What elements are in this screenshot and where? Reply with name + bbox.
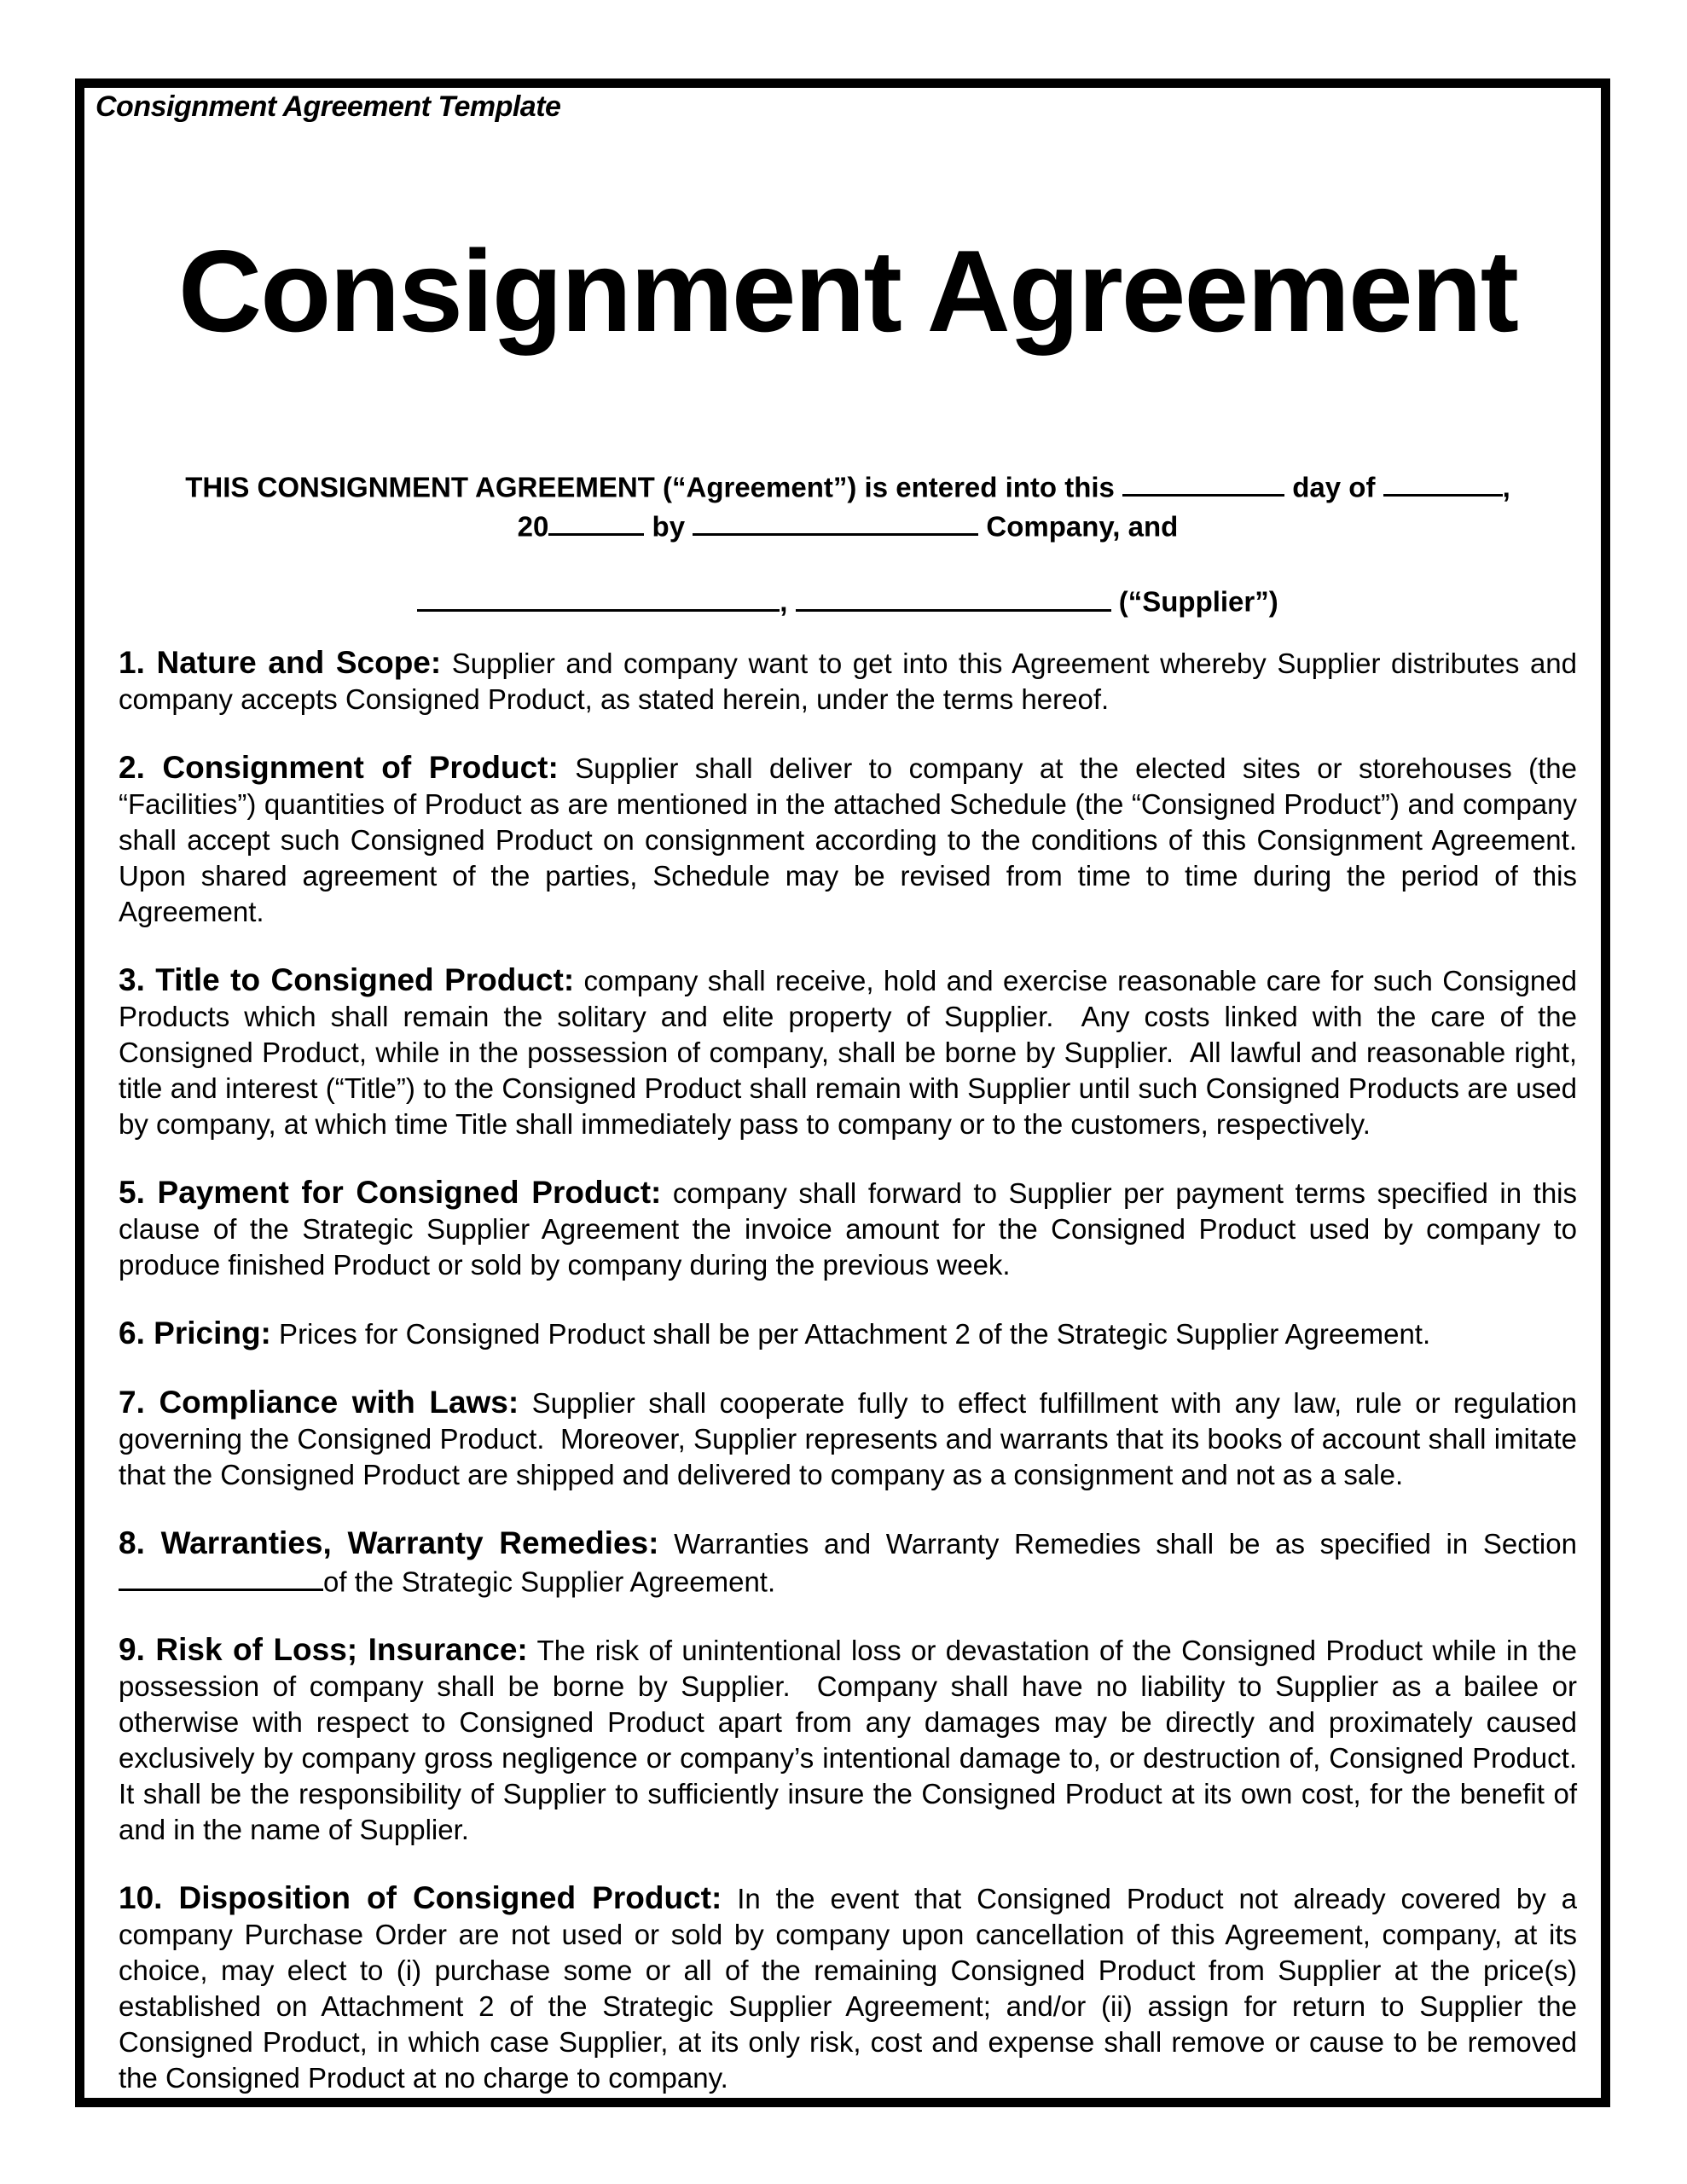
section-7-compliance-with-laws xyxy=(119,1384,1586,1493)
section-body: Prices for Consigned Product shall be per Attachment 2 of the Strategic Supplier Agreement. xyxy=(270,1317,1431,1350)
blank-supplier-address-field xyxy=(796,582,1111,611)
section-3-title-to-consigned-product xyxy=(119,961,1586,1142)
section-body: company shall receive, hold and exercise reasonable care for such Consigned Products which shall remain the solitary and elite property of Supplier. Any costs linked with the care of the Consigned Product, while in the possession of company, shall be borne by Supplier. All lawful and reasonable right, title and interest (“Title”) to the Consigned Product shall remain with Supplier until such Consigned Products are used by company, at which time Title shall immediately pass to company or to the customers, respectively. xyxy=(119,964,1586,1140)
section-heading: 2. Consignment of Product: xyxy=(119,749,559,785)
document-title: Consignment Agreement xyxy=(177,226,1517,356)
section-6-pricing xyxy=(119,1316,1577,1352)
intro-text-entered-into: THIS CONSIGNMENT AGREEMENT (“Agreement”) is entered into this xyxy=(185,470,1115,502)
intro-comma: , xyxy=(1502,470,1510,502)
section-body: Supplier shall cooperate fully to effect fulfillment with any law, rule or regulation governing the Consigned Product. Moreover, Supplier represents and warrants that its books of account shall imitate that the Consigned Product are shipped and delivered to company as a consignment and not as a sale. xyxy=(119,1386,1586,1490)
intro-text-company-and: Company, and xyxy=(986,510,1179,543)
supplier-label: (“Supplier”) xyxy=(1118,585,1278,618)
blank-supplier-name-field xyxy=(417,582,780,611)
section-10-disposition-of-consigned-product xyxy=(119,1879,1586,2096)
blank-day-field xyxy=(1122,468,1284,497)
section-2-consignment-of-product xyxy=(119,749,1593,930)
section-8-warranties-warranty-remedies xyxy=(119,1525,1586,1600)
blank-section-number-field xyxy=(119,1562,323,1591)
intro-text-year-prefix: 20 xyxy=(517,510,549,543)
page-border-frame xyxy=(75,78,1610,2107)
section-body: Supplier shall deliver to company at the elected sites or storehouses (the “Facilities”) quantities of Product as are mentioned in the attached Schedule (the “Consigned Product”) and company shall accept such Consigned Product on consignment according to the conditions of this Consignment Agreement. Upon shared agreement of the parties, Schedule may be revised from time to time during the period of this Agreement. xyxy=(119,752,1593,927)
section-body: Supplier and company want to get into this Agreement whereby Supplier distributes and company accepts Consigned Product, as stated herein, under the terms hereof. xyxy=(119,647,1586,715)
intro-text-by: by xyxy=(652,510,686,543)
agreement-intro xyxy=(119,468,1577,547)
section-heading: 9. Risk of Loss; Insurance: xyxy=(119,1631,528,1667)
intro-text-day-of: day of xyxy=(1292,470,1376,502)
document-content xyxy=(84,228,1601,2096)
template-watermark-label: Consignment Agreement Template xyxy=(96,90,561,123)
supplier-comma: , xyxy=(780,585,788,618)
supplier-signature-line xyxy=(119,582,1577,621)
blank-company-name-field xyxy=(693,507,978,536)
blank-month-field xyxy=(1383,468,1503,497)
section-heading: 5. Payment for Consigned Product: xyxy=(119,1174,662,1210)
section-heading: 10. Disposition of Consigned Product: xyxy=(119,1879,722,1915)
section-body: company shall forward to Supplier per payment terms specified in this clause of the Strategic Supplier Agreement the invoice amount for the Consigned Product used by company to produce finished Product or sold by company during the previous week. xyxy=(119,1176,1586,1281)
section-heading: 3. Title to Consigned Product: xyxy=(119,961,575,997)
section-1-nature-and-scope xyxy=(119,644,1586,717)
section-body-continued: of the Strategic Supplier Agreement. xyxy=(323,1565,776,1597)
section-body: In the event that Consigned Product not already covered by a company Purchase Order are not used or sold by company upon cancellation of this Agreement, company, at its choice, may elect to (i) purchase some or all of the remaining Consigned Product from Supplier at the price(s) established on Attachment 2 of the Strategic Supplier Agreement; and/or (ii) assign for return to Supplier the Consigned Product, in which case Supplier, at its only risk, cost and expense shall remove or cause to be removed the Consigned Product at no charge to company. xyxy=(119,1882,1586,2094)
section-heading: 8. Warranties, Warranty Remedies: xyxy=(119,1525,659,1560)
section-heading: 1. Nature and Scope: xyxy=(119,644,442,680)
section-9-risk-of-loss-insurance xyxy=(119,1631,1586,1848)
section-body: Warranties and Warranty Remedies shall be as specified in Section xyxy=(658,1527,1586,1560)
section-heading: 7. Compliance with Laws: xyxy=(119,1384,519,1420)
blank-year-field xyxy=(548,507,644,536)
section-5-payment-for-consigned-product xyxy=(119,1174,1586,1283)
section-heading: 6. Pricing: xyxy=(119,1315,271,1350)
section-body: The risk of unintentional loss or devastation of the Consigned Product while in the possession of company shall be borne by Supplier. Company shall have no liability to Supplier as a bailee or otherwise with respect to Consigned Product apart from any damages may be directly and proximately caused exclusively by company gross negligence or company’s intentional damage to, or destruction of, Consigned Product. It shall be the responsibility of Supplier to sufficiently insure the Consigned Product at its own cost, for the benefit of and in the name of Supplier. xyxy=(119,1634,1586,1845)
